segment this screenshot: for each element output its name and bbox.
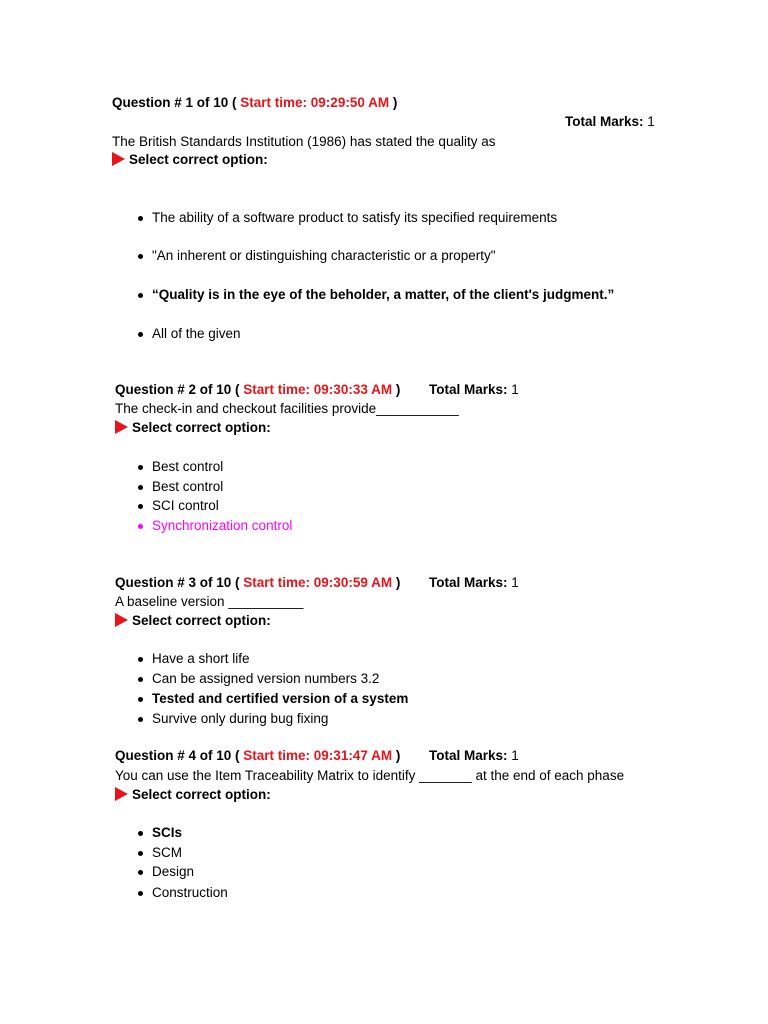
question-3-select-label: Select correct option: (115, 612, 271, 630)
question-4-text: You can use the Item Traceability Matrix to identify _______ at the end of each phase (115, 768, 625, 783)
question-1-option-2[interactable]: "An inherent or distinguishing characteristic or a property" (152, 248, 496, 263)
question-2-option-1[interactable]: Best control (152, 459, 224, 474)
question-4-option-2[interactable]: SCM (152, 845, 182, 860)
red-arrow-icon (112, 152, 125, 166)
question-3-text: A baseline version __________ (115, 594, 304, 609)
question-4-select-label: Select correct option: (115, 786, 271, 804)
question-2-option-2[interactable]: Best control (152, 479, 224, 494)
question-3-total-marks: Total Marks: 1 (429, 575, 519, 590)
question-4-total-marks: Total Marks: 1 (429, 748, 519, 763)
question-3-option-1[interactable]: Have a short life (152, 651, 250, 666)
question-3-start-time: Start time: 09:30:59 AM (243, 575, 393, 590)
question-1-option-3[interactable]: “Quality is in the eye of the beholder, a matter, of the client's judgment.” (152, 287, 615, 302)
question-1-total-marks: Total Marks: 1 (565, 114, 655, 129)
question-2-option-3[interactable]: SCI control (152, 498, 219, 513)
question-1-text: The British Standards Institution (1986) has stated the quality as (112, 134, 496, 149)
red-arrow-icon (115, 787, 128, 801)
question-1-header: Question # 1 of 10 ( Start time: 09:29:50 AM ) (112, 95, 398, 110)
question-3-option-2[interactable]: Can be assigned version numbers 3.2 (152, 671, 380, 686)
question-4-header: Question # 4 of 10 ( Start time: 09:31:47 AM ) (115, 748, 401, 763)
question-2-header: Question # 2 of 10 ( Start time: 09:30:33 AM ) (115, 382, 401, 397)
red-arrow-icon (115, 420, 128, 434)
red-arrow-icon (115, 613, 128, 627)
question-2-start-time: Start time: 09:30:33 AM (243, 382, 393, 397)
question-1-start-time: Start time: 09:29:50 AM (240, 95, 390, 110)
question-2-option-4[interactable]: Synchronization control (152, 518, 293, 533)
question-4-option-4[interactable]: Construction (152, 885, 228, 900)
question-2-total-marks: Total Marks: 1 (429, 382, 519, 397)
question-2-text: The check-in and checkout facilities provide___________ (115, 401, 459, 416)
question-4-option-3[interactable]: Design (152, 864, 195, 879)
question-3-option-4[interactable]: Survive only during bug fixing (152, 711, 329, 726)
question-4-option-1[interactable]: SCIs (152, 825, 183, 840)
question-1-option-1[interactable]: The ability of a software product to satisfy its specified requirements (152, 210, 558, 225)
question-2-select-label: Select correct option: (115, 419, 271, 437)
question-1-option-4[interactable]: All of the given (152, 326, 241, 341)
question-3-header: Question # 3 of 10 ( Start time: 09:30:59 AM ) (115, 575, 401, 590)
question-4-start-time: Start time: 09:31:47 AM (243, 748, 393, 763)
question-1-select-label: Select correct option: (112, 151, 268, 169)
question-3-option-3[interactable]: Tested and certified version of a system (152, 691, 409, 706)
